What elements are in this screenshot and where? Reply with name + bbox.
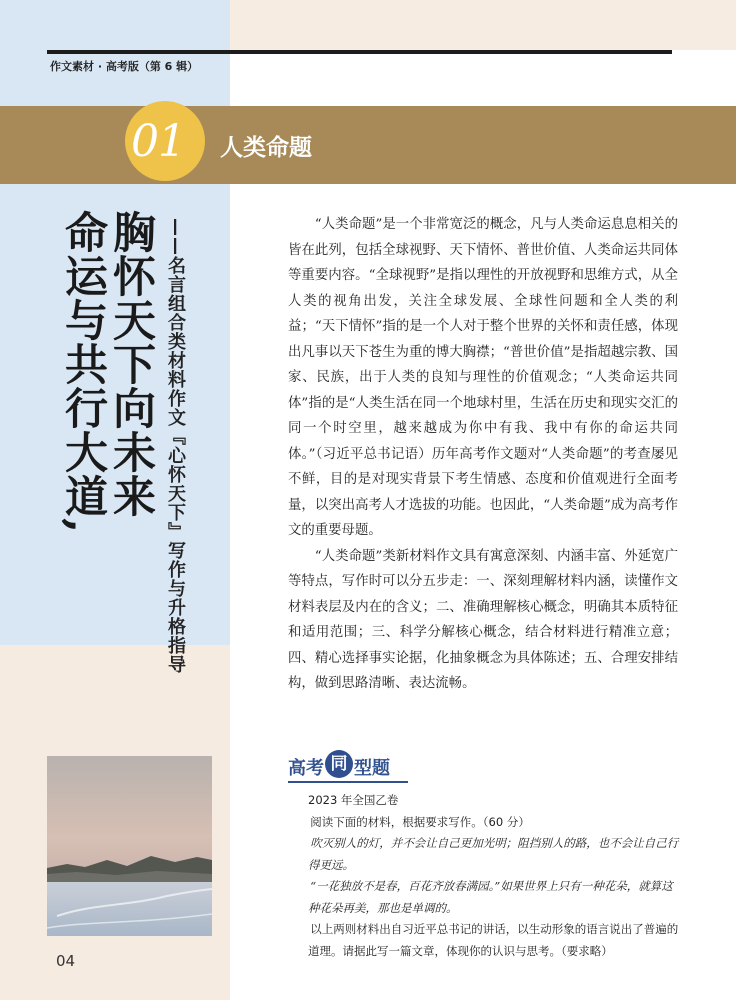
exam-instruction: 阅读下面的材料，根据要求写作。（60 分） — [310, 814, 530, 829]
main-title-line1: 胸怀天下向未来 — [106, 210, 156, 518]
exam-heading-circle: 同 — [325, 750, 353, 778]
top-beige-panel — [230, 0, 736, 50]
article-body — [288, 212, 678, 697]
exam-task: 以上两则材料出自习近平总书记的讲话，以生动形象的语言说出了普遍的道理。请据此写一篇文章，体现你的认识与思考。（要求略） — [308, 922, 679, 958]
exam-heading-right: 型题 — [354, 758, 390, 779]
exam-block — [308, 790, 680, 962]
body-paragraph-1: “人类命题”是一个非常宽泛的概念，凡与人类命运息息相关的皆在此列，包括全球视野、天下情怀、普世价值、人类命运共同体等重要内容。“全球视野”是指以理性的开放视野和思维方式，从全人类的视角出发，关注全球发展、全球性问题和全人类的利益；“天下情怀”指的是一个人对于整个世界的关怀和责任感，体现出凡事以天下苍生为重的博大胸襟；“普世价值”是指超越宗教、国家、民族，出于人类的良知与理性的价值观念；“人类命运共同体”指的是“人类生活在同一个地球村里，生活在历史和现实交汇的同一个时空里，越来越成为你中有我、我中有你的命运共同体。”（习近平总书记语）历年高考作文题对“人类命题”的考查屡见不鲜，目的是对现实背景下考生情感、态度和价值观进行全面考量，以突出高考人才选拔的功能。也因此，“人类命题”成为高考作文的重要母题。 — [288, 217, 678, 538]
exam-heading — [288, 750, 408, 782]
exam-heading-underline — [288, 781, 408, 783]
exam-heading-left: 高考 — [288, 758, 324, 779]
section-title: 人类命题 — [220, 135, 312, 161]
page-number: 04 — [56, 952, 76, 970]
series-label: 作文素材 · 高考版（第 6 辑） — [50, 60, 199, 73]
exam-year: 2023 年全国乙卷 — [308, 793, 399, 807]
subtitle: ——名言组合类材料作文『心怀天下』写作与升格指导 — [165, 218, 186, 674]
winter-landscape-photo — [47, 756, 212, 936]
exam-quote-2: “一花独放不是春，百花齐放春满园。”如果世界上只有一种花朵，就算这种花朵再美，那也是单调的。 — [308, 879, 673, 915]
body-paragraph-2: “人类命题”类新材料作文具有寓意深刻、内涵丰富、外延宽广等特点，写作时可以分五步走：一、深刻理解材料内涵，读懂作文材料表层及内在的含义；二、准确理解核心概念，明确其本质特征和适用范围；三、科学分解核心概念，结合材料进行精准立意；四、精心选择事实论据，化抽象概念为具体陈述；五、合理安排结构，做到思路清晰、表达流畅。 — [288, 548, 678, 691]
main-title-line2: 命运与共行大道, — [58, 210, 108, 534]
header-rule — [47, 50, 672, 54]
section-number: 01 — [131, 116, 185, 167]
section-band — [0, 106, 736, 184]
exam-quote-1: 吹灭别人的灯，并不会让自己更加光明；阻挡别人的路，也不会让自己行得更远。 — [308, 836, 679, 872]
